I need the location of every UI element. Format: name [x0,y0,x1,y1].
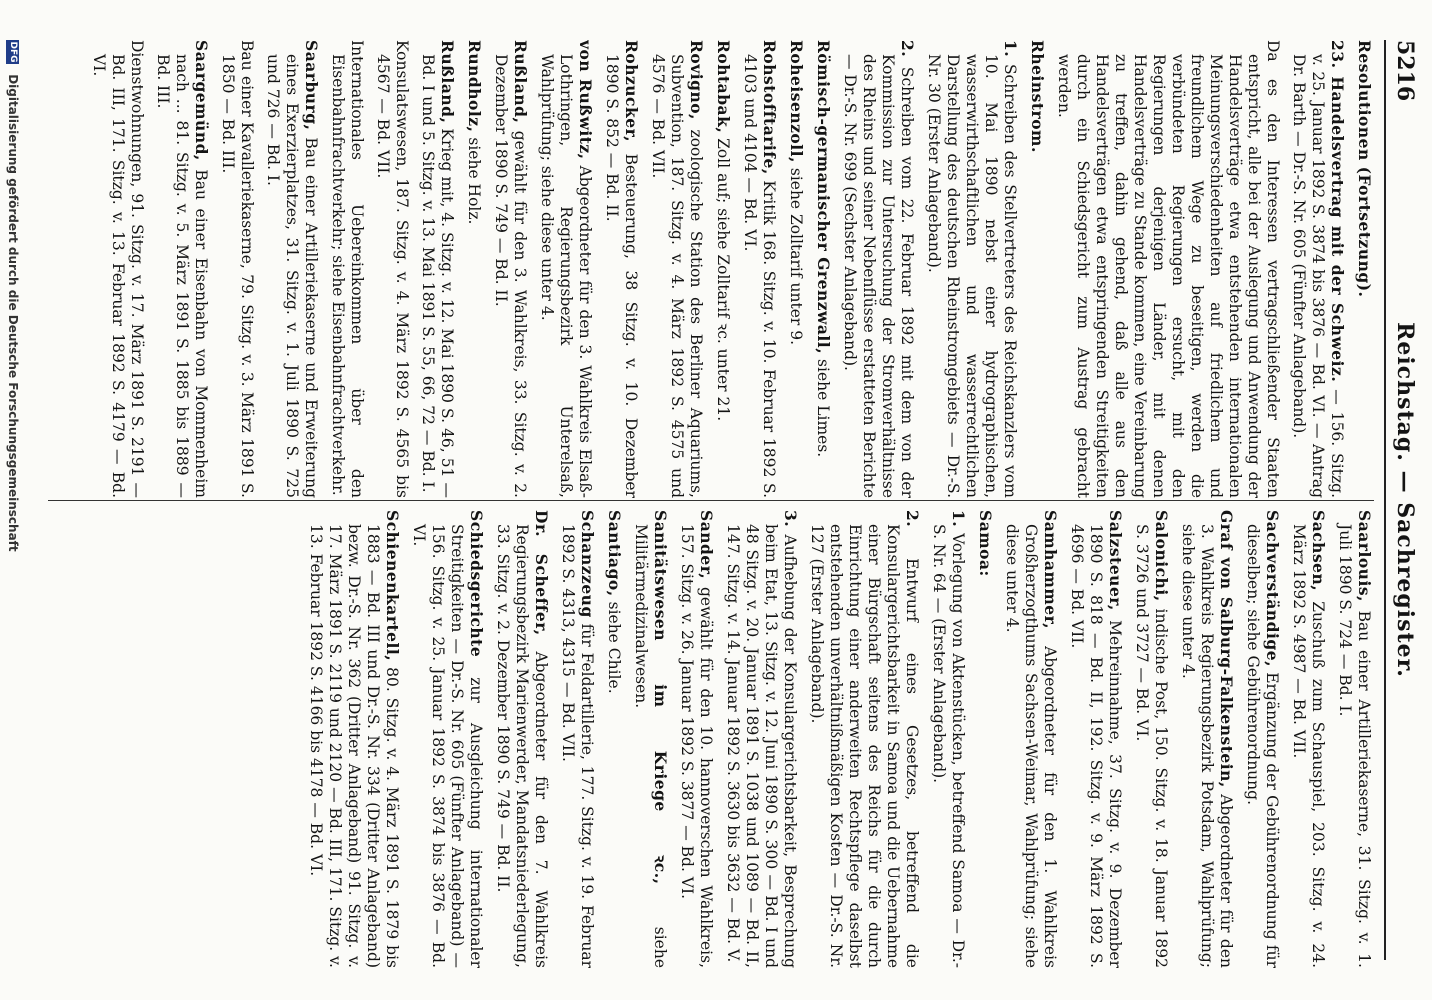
entry-heading: Saargemünd, [192,40,211,161]
credit-text: Digitalisierung gefördert durch die Deutsche Forschungsgemeinschaft [6,74,20,552]
entry-heading: Rußland, [438,40,457,124]
entry-heading: 3. [781,510,800,528]
digitization-credit [6,40,20,960]
entry-heading: Schienenkartell, [383,510,402,662]
entry-heading: Rußland, [511,40,530,124]
entry-heading: Samoa: [976,510,995,577]
entry-text: Ergänzung der Gebührenordnung für dieselben; siehe Gebührenordnung. [1244,524,1281,968]
entry-text: Bau einer Artilleriekaserne, 31. Sitzg. v. 1. Juli 1890 S. 724 — Bd. I. [1336,524,1373,968]
entry-text: Krieg mit, 4. Sitzg. v. 12. Mai 1890 S. 46, 51 — Bd. I und 5. Sitzg. v. 13. Mai 1891 S. 55, 66, 72 — Bd. I. [419,54,456,498]
register-entry [1132,510,1171,968]
entry-text: Bau einer Artilleriekaserne und Erweiterung eines Exerzierplatzes, 31. Sitzg. v. 1. Juli 1890 S. 725 und 726 — Bd. I. [264,54,320,498]
entry-heading: Sachsen, [1309,510,1328,592]
register-entry [558,510,597,968]
entry-heading: Roheisenzoll, [787,40,806,163]
entry-heading: Saarlouis, [1355,510,1374,602]
entry-heading: Sander, [697,510,716,580]
entry-text: siehe Militärmedizinalwesen. [632,524,669,968]
entry-heading: Salonichi, [1152,510,1171,602]
register-entry [1243,510,1282,968]
register-entry [537,40,595,498]
register-entry [491,40,530,498]
register-entry [418,40,457,498]
entry-text: Schreiben des Stellvertreters des Reichskanzlers vom 10. Mai 1890 nebst einer hydrographischen, wasserwirthschaftlichen und wasserrechtlichen Darstellung des deutschen Rheinstromgebiets — Dr.-S. Nr. 30 (Erster Anlageband). [925,54,1019,498]
entry-text: Abgeordneter für den 1. Wahlkreis Großherzogthums Sachsen-Weimar, Wahlprüfung; siehe diese unter 4. [1003,524,1059,968]
register-entry [409,510,486,968]
register-entry [631,510,670,968]
entry-text: — 156. Sitzg. v. 25. Januar 1892 S. 3874 bis 3876 — Bd. VI. — Antrag Dr. Barth — Dr.-S. Nr. 605 (Fünfter Anlageband). [1290,54,1346,498]
entry-heading: Samhammer, [1041,510,1060,630]
entry-text: siehe Limes. [814,359,832,458]
entry-heading: Rohtabak, [714,40,733,134]
page-title: Reichstag. — Sachregister. [1392,322,1418,678]
register-entry [924,40,1020,498]
register-entry [1289,510,1328,968]
entry-heading: Sachverständige, [1263,510,1282,667]
register-entry [1289,40,1347,498]
register-entry [813,40,833,498]
entry-text: gewählt für den 3. Wahlkreis, 33. Sitzg. v. 2. Dezember 1890 S. 749 — Bd. II. [492,54,529,498]
register-entry [807,510,922,968]
entry-text: Schreiben vom 22. Februar 1892 mit dem von der Kommission zur Untersuchung der Stromverhältnisse des Rheins und seiner Nebenflüsse erstatteten Berichte — Dr.-S. Nr. 699 (Sechster Anlageband). [841,54,916,498]
column-divider [48,500,1374,501]
entry-heading: 2. [898,40,917,58]
entry-heading: Saarburg, [302,40,321,131]
register-entry [975,510,995,968]
entry-heading: 1. [949,510,968,528]
entry-text: Vorlegung von Aktenstücken, betreffend Samoa — Dr.-S. Nr. 64 — (Erster Anlageband). [930,524,967,968]
entry-text: Abgeordneter für den 3. Wahlkreis Elsaß-Lothringen, Regierungsbezirk Unterelsaß, Wahlprüfung; siehe diese unter 4. [538,54,594,498]
entry-text: Internationales Uebereinkommen über den Eisenbahnfrachtverkehr; siehe Eisenbahnfrachtverkehr. [329,40,366,498]
entry-heading: von Rußwitz, [576,40,595,160]
header-rule [1384,40,1386,960]
register-entry [1067,510,1125,968]
register-entry [328,40,366,498]
register-entry [493,510,551,968]
entry-heading: Rundholz, [465,40,484,133]
register-entry [1027,40,1047,498]
entry-heading: Santiago, [605,510,624,597]
register-entry [648,40,706,498]
register-entry [677,510,716,968]
entry-heading: Sanitätswesen im Kriege ꝛc., [651,510,670,885]
entry-text: Konsulatswesen, 187. Sitzg. v. 4. März 1892 S. 4565 bis 4567 — Bd. VII. [374,40,411,498]
entry-text: Aufhebung der Konsulargerichtsbarkeit, Besprechung beim Etat, 13. Sitzg. v. 12. Juni 1890 S. 300 — Bd. I und 48 Sitzg. v. 20. Januar 1891 S. 1038 und 1089 — Bd. II, 147. Sitzg. v. 14. Januar 1892 S. 3630 bis 3632 — Bd. V. [724,524,799,968]
register-entry [218,40,256,498]
entry-text: siehe Zolltarif unter 9. [787,167,805,346]
entry-heading: Dr. Scheffer, [532,510,551,636]
entry-heading: 1. [1001,40,1020,58]
register-entry [263,40,321,498]
register-entry [153,40,211,498]
register-entry [840,40,917,498]
entry-text: indische Post, 150. Sitzg. v. 18. Januar 1892 S. 3726 und 3727 — Bd. VI. [1133,524,1170,968]
entry-heading: 2. [903,510,922,528]
register-entry [1178,510,1236,968]
entry-text: Entwurf eines Gesetzes, betreffend die Konsulargerichtsbarkeit in Samoa und die Uebernahme einer Bürgschaft seitens des Reichs für die durch Einrichtung einer anderweiten Rechtspflege daselbst entstehenden unverhältnißmäßigen Kosten — Dr.-S. Nr. 127 (Erster Anlageband). [808,524,921,968]
entry-heading: Rohzucker, [622,40,641,143]
entry-text: Zuschuß zum Schauspiel, 203. Sitzg. v. 24. März 1892 S. 4987 — Bd. VII. [1290,524,1327,968]
entry-heading: Schiedsgerichte [467,510,486,658]
register-entry [723,510,800,968]
entry-text: siehe Chile. [605,601,623,694]
register-entry [464,40,484,498]
page-header [1388,40,1422,960]
register-entry [929,510,968,968]
register-entry [713,40,733,498]
register-entry [1335,510,1374,968]
entry-text: für Feldartillerie, 177. Sitzg. v. 19. Februar 1892 S. 4313, 4315 — Bd. VII. [559,524,596,968]
entry-text: gewählt für den 10. hannoverschen Wahlkreis, 157. Sitzg. v. 26. Januar 1892 S. 3877 — Bd. VI. [678,524,715,968]
entry-text: zur Ausgleichung internationaler Streitigkeiten — Dr.-S. Nr. 605 (Fünfter Anlageband) — 156. Sitzg. v. 25. Januar 1892 S. 3874 bis 3876 — Bd. VI. [410,524,485,968]
entry-text: Zoll auf; siehe Zolltarif ꝛc. unter 21. [714,138,732,422]
entry-text: Abgeordneter für den 7. Wahlkreis Regierungsbezirk Marienwerder, Mandatsniederlegung, 33. Sitzg. v. 2. Dezember 1890 S. 749 — Bd. II. [494,524,550,968]
entry-heading: Resolutionen (Fortsetzung). [1355,40,1374,298]
entry-heading: Römisch-germanischer Grenzwall, [814,40,833,355]
entry-text: Besteuerung, 38 Sitzg. v. 10. Dezember 1890 S. 852 — Bd. II. [603,54,640,498]
register-entry [602,40,641,498]
entry-text: siehe Holz. [465,137,483,225]
register-entry [306,510,402,968]
entry-text: Da es den Interessen vertragschließender Staaten entspricht, alle bei der Auslegung und Anwendung der Handelsverträge etwa entstehenden internationalen Meinungsverschiedenheiten auf friedlichem und freundlichem Wege zu beseitigen, werden die verbündeten Regierungen ersucht, mit den Regierungen derjenigen Länder, mit denen Handelsverträge zu Stande kommen, eine Vereinbarung zu treffen, dahin gehend, daß alle aus den Handelsverträgen etwa entspringenden Streitigkeiten durch ein Schiedsgericht zum Austrag gebracht werden. [1055,40,1282,498]
entry-heading: Rheinstrom. [1028,40,1047,153]
entry-text: Mehreinnahme, 37. Sitzg. v. 9. Dezember 1890 S. 818 — Bd. II, 192. Sitzg. v. 9. März 1892 S. 4696 — Bd. VII. [1068,524,1124,968]
entry-heading: Schanzzeug [578,510,597,618]
entry-text: 80. Sitzg. v. 4. März 1891 S. 1879 bis 1883 — Bd. III und Dr.-S. Nr. 334 (Dritter Anlageband) bezw. Dr.-S. Nr. 362 (Dritter Anlageband) 91. Sitzg. v. 17. März 1891 S. 2119 und 2120 — Bd. III, 171. Sitzg. v. 13. Februar 1892 S. 4166 bis 4178 — Bd. VI. [307,524,401,968]
entry-heading: Graf von Salburg-Falkenstein, [1217,510,1236,788]
entry-heading: Salzsteuer, [1106,510,1125,611]
entry-text: Dienstwohnungen, 91. Sitzg. v. 17. März 1891 S. 2191 — Bd. III, 171. Sitzg. v. 13. Februar 1892 S. 4179 — Bd. VI. [90,40,146,498]
page-number: 5216 [1392,40,1418,102]
dfg-logo: DFG [8,41,18,63]
register-entry [1054,40,1282,498]
register-entry [786,40,806,498]
entry-text: Bau einer Eisenbahn von Mommenheim nach ... 81. Sitzg. v. 5. März 1891 S. 1885 bis 1889 — Bd. III. [154,54,210,498]
register-entry [89,40,146,498]
entry-text: Kritik 168. Sitzg. v. 10. Februar 1892 S. 4103 und 4104 — Bd. VI. [741,54,778,498]
entry-text: Abgeordneter für den 3. Wahlkreis Regierungsbezirk Potsdam, Wahlprüfung; siehe diese unter 4. [1179,524,1235,968]
register-entry [1354,40,1374,498]
entry-heading: Rohstofftarife, [760,40,779,175]
register-entry [1002,510,1060,968]
entry-heading: Rovigno, [687,40,706,120]
right-column [48,510,1374,968]
entry-heading: 23. Handelsvertrag mit der Schweiz. [1328,40,1347,383]
entry-text: Bau einer Kavalleriekaserne, 79. Sitzg. v. 3. März 1891 S. 1850 — Bd. III. [219,40,256,498]
left-column [48,40,1374,498]
register-entry [604,510,624,968]
register-entry [740,40,779,498]
entry-text: zoologische Station des Berliner Aquariums, Subvention, 187. Sitzg. v. 4. März 1892 S. 4575 und 4576 — Bd. VII. [649,54,705,498]
register-entry [373,40,411,498]
